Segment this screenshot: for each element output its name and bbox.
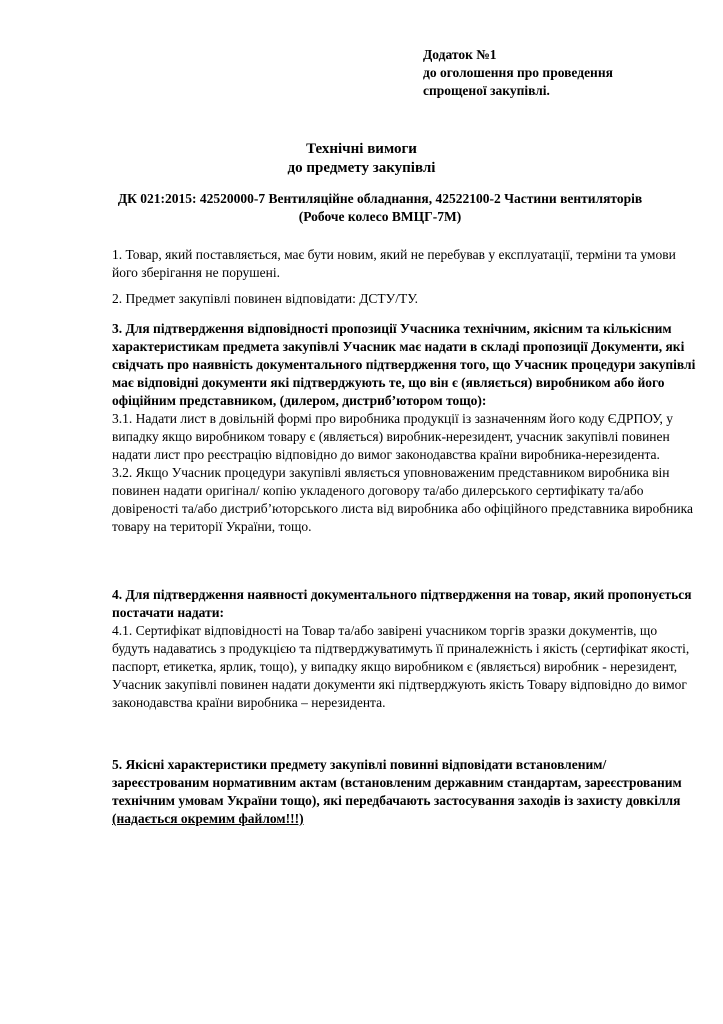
title-line-1: Технічні вимоги xyxy=(306,141,417,157)
classifier-code xyxy=(60,190,700,226)
requirement-1 xyxy=(112,246,698,282)
classifier-line-1: ДК 021:2015: 42520000-7 Вентиляційне обладнання, 42522100-2 Частини вентиляторів xyxy=(117,191,643,206)
annex-line-3: спрощеної закупівлі. xyxy=(423,83,550,98)
annex-line-1: Додаток №1 xyxy=(423,47,497,62)
requirement-4-heading: 4. Для підтвердження наявності документального підтвердження на товар, який пропонується постачати надати: xyxy=(112,587,692,620)
requirement-3-2: 3.2. Якщо Учасник процедури закупівлі являється уповноваженим представником виробника він повинен надати оригінал/ копію укладеного договору та/або дилерського сертифікату та/або довіреності та/або дистриб’юторського листа від виробника або офіційного представника виробника товару на території України, тощо. xyxy=(112,465,693,534)
annex-note xyxy=(423,46,613,100)
requirement-3-1: 3.1. Надати лист в довільній формі про виробника продукції із зазначенням його коду ЄДРПОУ, у випадку якщо виробником товару є (являється) виробник-нерезидент, учасник закупівлі повинен надати лист про реєстрацію відповідно до вимог законодавства країни виробника-нерезидента. xyxy=(112,411,674,462)
requirement-4 xyxy=(112,586,698,712)
requirement-4-1: 4.1. Сертифікат відповідності на Товар та/або завірені учасником торгів зразки документів, що будуть надаватись з продукцією та підтверджуватимуть її приналежність і якість (сертифікат якості, паспорт, етикетка, ярлик, тощо), у випадку якщо виробником є (являється) виробник - нерезидент, Учасник закупівлі повинен надати документи які підтверджують якість Товару відповідно до вимог законодавства країни виробника – нерезидента. xyxy=(112,623,690,710)
requirement-5 xyxy=(112,756,698,828)
requirement-5-text xyxy=(112,756,698,828)
annex-line-2: до оголошення про проведення xyxy=(423,65,613,80)
requirement-2-text: 2. Предмет закупівлі повинен відповідати: ДСТУ/ТУ. xyxy=(112,291,418,306)
requirement-1-text: 1. Товар, який поставляється, має бути новим, який не перебував у експлуатації, терміни та умови його зберігання не порушені. xyxy=(112,247,676,280)
requirement-2 xyxy=(112,290,698,308)
title-line-2: до предмету закупівлі xyxy=(287,160,436,176)
classifier-line-2: (Робоче колесо ВМЦГ-7М) xyxy=(298,209,462,224)
requirement-5-heading: 5. Якісні характеристики предмету закупівлі повинні відповідати встановленим/зареєстрованим нормативним актам (встановленим державним стандартам, зареєстрованим технічним умовам України тощо), які передбачають застосування заходів із захисту довкілля xyxy=(112,757,682,808)
document-title xyxy=(0,140,723,178)
separate-file-note: (надається окремим файлом!!!) xyxy=(112,811,304,826)
requirement-3 xyxy=(112,320,698,536)
requirement-3-heading: 3. Для підтвердження відповідності пропозиції Учасника технічним, якісним та кількісним характеристикам предмета закупівлі Учасник має надати в складі пропозиції Документи, які свідчать про наявність документального підтвердження того, що Учасник процедури закупівлі має відповідні документи які підтверджують те, що він є (являється) виробником або його офіційним представником, (дилером, дистриб’ютором тощо): xyxy=(112,321,696,408)
